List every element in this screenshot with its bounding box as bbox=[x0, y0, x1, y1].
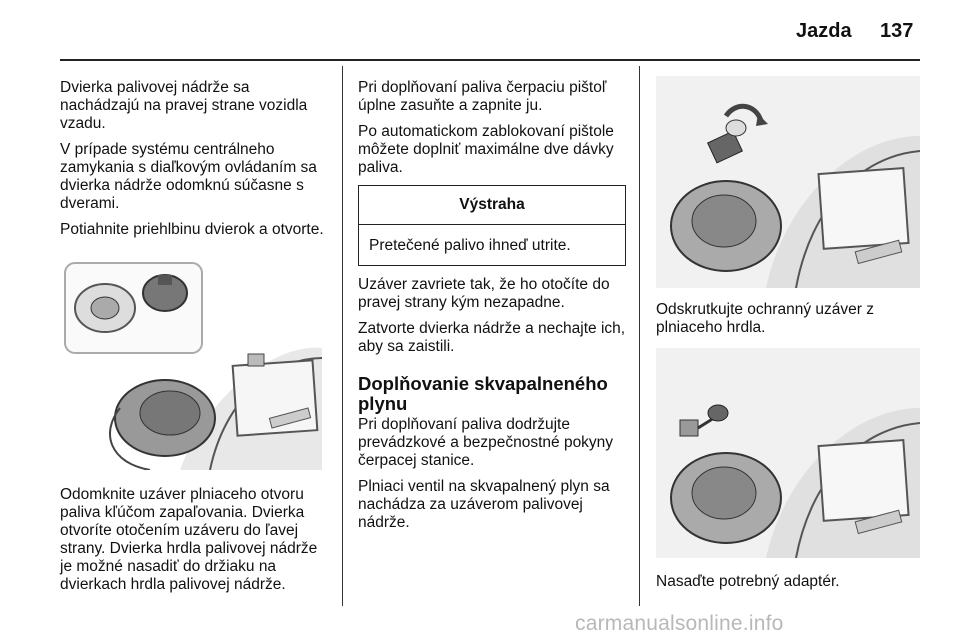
paragraph: Odomknite uzáver plniaceho otvoru paliva kľúčom zapaľovania. Dvierka otvoríte otočením uzáveru do ľavej strany. Dvierka hrdla palivovej nádrže je možné nasadiť do držiaku na dvierkach hrdla palivovej nádrže. bbox=[60, 486, 318, 593]
column-2 bbox=[358, 79, 626, 540]
column-3-caption-1 bbox=[656, 301, 920, 345]
page-number: 137 bbox=[880, 20, 914, 42]
paragraph: V prípade systému centrálneho zamykania s diaľkovým ovládaním sa dvierka nádrže odomknú súčasne s dverami. bbox=[60, 141, 317, 212]
paragraph: Pri doplňovaní paliva čerpaciu pištoľ úplne zasuňte a zapnite ju. bbox=[358, 79, 607, 114]
paragraph: Uzáver zavriete tak, že ho otočíte do pravej strany kým nezapadne. bbox=[358, 276, 610, 311]
column-divider bbox=[342, 66, 343, 606]
column-1 bbox=[60, 79, 332, 247]
warning-title: Výstraha bbox=[359, 186, 625, 225]
adapter-illustration bbox=[656, 348, 920, 558]
column-3-caption-2 bbox=[656, 573, 920, 599]
caption: Nasaďte potrebný adaptér. bbox=[656, 573, 840, 590]
header-rule bbox=[60, 59, 920, 61]
watermark: carmanualsonline.info bbox=[575, 612, 784, 635]
protective-cap-illustration bbox=[656, 76, 920, 288]
section-heading: Doplňovanie skvapalneného plynu bbox=[358, 373, 608, 414]
caption: Odskrutkujte ochranný uzáver z plniaceho hrdla. bbox=[656, 301, 874, 336]
paragraph: Potiahnite priehlbinu dvierok a otvorte. bbox=[60, 221, 324, 238]
paragraph: Plniaci ventil na skvapalnený plyn sa nachádza za uzáverom palivovej nádrže. bbox=[358, 478, 610, 531]
paragraph: Po automatickom zablokovaní pištole môžete doplniť maximálne dve dávky paliva. bbox=[358, 123, 614, 176]
paragraph: Zatvorte dvierka nádrže a nechajte ich, aby sa zaistili. bbox=[358, 320, 626, 355]
fuel-cap-illustration bbox=[60, 258, 322, 470]
paragraph: Dvierka palivovej nádrže sa nachádzajú na pravej strane vozidla vzadu. bbox=[60, 79, 308, 132]
section-title: Jazda bbox=[796, 20, 852, 42]
paragraph: Pri doplňovaní paliva dodržujte prevádzkové a bezpečnostné pokyny čerpacej stanice. bbox=[358, 416, 614, 469]
column-1-bottom bbox=[60, 486, 332, 602]
warning-box bbox=[358, 185, 626, 266]
warning-text: Pretečené palivo ihneď utrite. bbox=[369, 237, 571, 254]
column-divider bbox=[639, 66, 640, 606]
